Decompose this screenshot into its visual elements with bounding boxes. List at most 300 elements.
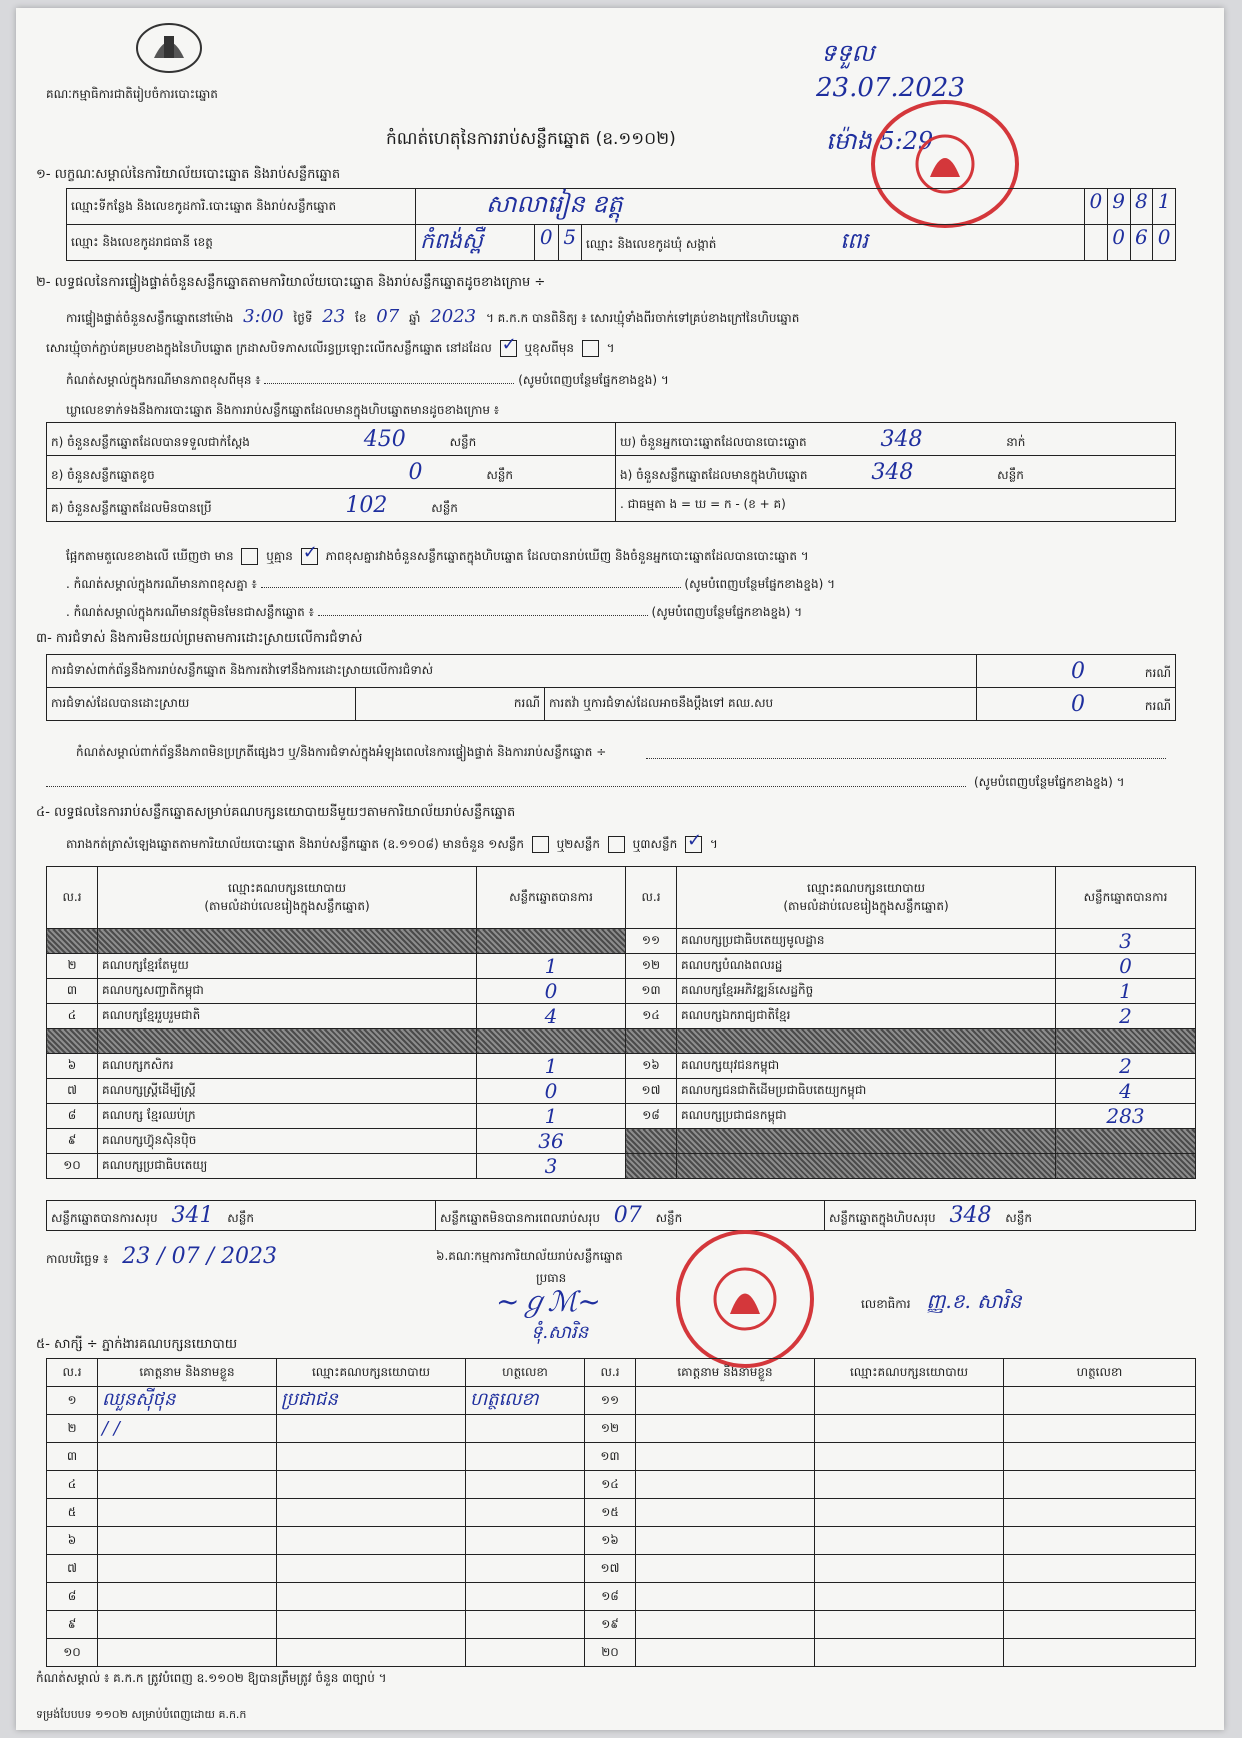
check-icon: ✓: [302, 542, 318, 563]
received-date: 23.07.2023: [816, 73, 965, 103]
party-votes: [477, 1029, 626, 1054]
witness-party: [277, 1471, 466, 1499]
witness-body: [47, 1387, 1196, 1667]
party-number: [626, 1154, 677, 1179]
chair-name: ទុំ.សារិន: [531, 1322, 589, 1343]
party-name: គណបក្សខ្មែរតែមួយ: [98, 954, 477, 979]
count-unit: សន្លឹក: [997, 467, 1024, 482]
party-number: ៨: [47, 1104, 98, 1129]
two-sheets-checkbox[interactable]: [608, 836, 625, 853]
spoiled-ballots-row: [47, 456, 616, 489]
witness-signature: ហត្ថលេខា: [466, 1387, 585, 1415]
total-valid-unit: សន្លឹក: [227, 1211, 254, 1225]
witness-table: [46, 1358, 1196, 1667]
location-code-digit: 0: [1085, 189, 1108, 224]
party-results-table: [46, 866, 1196, 1179]
difference-note-label: កំណត់សម្គាល់ក្នុងករណីមានភាពខុសពីមុន ៖: [66, 373, 261, 387]
party-number: ១៤: [626, 1004, 677, 1029]
voters-value: 348: [880, 426, 923, 452]
witness-row: [47, 1611, 1196, 1639]
chair-signature: ~ℊℳ~: [496, 1285, 601, 1318]
party-name: គណបក្សកសិករ: [98, 1054, 477, 1079]
totals-table: [46, 1200, 1196, 1231]
witness-signature: [466, 1415, 585, 1443]
party-name: [677, 1154, 1056, 1179]
date-line: [46, 1244, 277, 1269]
party-name: គណបក្សស្ត្រីដើម្បីស្ត្រី: [98, 1079, 477, 1104]
witness-name: [98, 1639, 277, 1667]
witness-signature: [1004, 1639, 1196, 1667]
witness-number: ១៨: [585, 1583, 636, 1611]
witness-number: ១៧: [585, 1555, 636, 1583]
verify-month: 07: [376, 306, 400, 327]
col-party-title: ឈ្មោះគណបក្សនយោបាយ: [806, 880, 926, 895]
witness-party: [815, 1555, 1004, 1583]
two-sheets-label: ឬ២សន្លឹក: [556, 837, 601, 851]
province-value: កំពង់ស្ពឺ: [416, 225, 535, 261]
party-number: ៤: [47, 1004, 98, 1029]
witness-signature: [466, 1639, 585, 1667]
witness-signature: [1004, 1415, 1196, 1443]
witness-party: [815, 1387, 1004, 1415]
witness-row: [47, 1583, 1196, 1611]
witness-col-no: ល.រ: [47, 1359, 98, 1387]
party-votes: 2: [1056, 1054, 1196, 1079]
party-name: គណបក្សប្រជាជនកម្ពុជា: [677, 1104, 1056, 1129]
non-ballot-note: [66, 604, 802, 622]
witness-row: [47, 1555, 1196, 1583]
commune-label: ឈ្មោះ និងលេខកូដឃុំ សង្កាត់: [586, 236, 717, 251]
irregularity-note: កំណត់សម្គាល់ពាក់ព័ន្ធនឹងភាពមិនប្រក្រតីផ្សេងៗ ឬ/និងការជំទាស់ក្នុងអំឡុងពេលនៃការផ្ទៀងផ្ទាត់ និងការរាប់សន្លឹកឆ្នោត ÷: [76, 745, 607, 759]
year-label: ឆ្នាំ: [409, 311, 421, 325]
witness-party: [277, 1415, 466, 1443]
witness-party: [277, 1611, 466, 1639]
difference-note: [66, 372, 669, 390]
verify-day: 23: [322, 306, 346, 327]
total-invalid-label: សន្លឹកឆ្នោតមិនបានការពេលរាប់សរុប: [440, 1211, 600, 1225]
party-row: [47, 1104, 1196, 1129]
party-votes: 2: [1056, 1004, 1196, 1029]
irregularity-note-line2: [46, 786, 966, 787]
party-row: [47, 1129, 1196, 1154]
witness-number: ១៤: [585, 1471, 636, 1499]
witness-signature: [466, 1611, 585, 1639]
party-number: ៧: [47, 1079, 98, 1104]
check-icon: ✓: [687, 830, 703, 851]
objections-unit: ករណី: [1144, 665, 1171, 680]
witness-party: [815, 1443, 1004, 1471]
received-ballots-row: [47, 423, 616, 456]
appeal-value: 0: [1071, 691, 1085, 717]
witness-col-no: ល.រ: [585, 1359, 636, 1387]
witness-party: [277, 1499, 466, 1527]
witness-number: ១២: [585, 1415, 636, 1443]
secretary-name: ញ្ញ.ខ. សារិន: [926, 1289, 1022, 1313]
secretary-line: [861, 1288, 1022, 1318]
witness-party: [277, 1639, 466, 1667]
witness-name: [636, 1583, 815, 1611]
party-votes: 4: [1056, 1079, 1196, 1104]
commune-value: ពេរ: [840, 228, 869, 254]
location-code: [1085, 189, 1176, 225]
resolved-label: ការជំទាស់ដែលបានដោះស្រាយ: [47, 688, 356, 721]
commune-cell: [582, 225, 1085, 261]
witness-signature: [1004, 1471, 1196, 1499]
witness-name: [636, 1527, 815, 1555]
non-ballot-note-hint: (សូមបំពេញបន្ថែមផ្នែកខាងខ្នង) ។: [651, 605, 803, 619]
party-row: [47, 1004, 1196, 1029]
party-votes: [1056, 1129, 1196, 1154]
witness-name: / /: [98, 1415, 277, 1443]
verify-text: ។ គ.ក.ក បានពិនិត្យ ៖ សោរឃ្មុំទាំងពីរចាក់ទៅគ្រប់ខាងក្រៅនៃហិបឆ្នោត: [485, 311, 800, 325]
witness-number: ៧: [47, 1555, 98, 1583]
tally-sheets-line: តារាងកត់ត្រាសំឡេងឆ្នោតតាមការិយាល័យបោះឆ្នោត និងរាប់សន្លឹកឆ្នោត (ឧ.១១០៨) មានចំនួន ១សន្លឹក ឬ២សន្លឹក ឬ៣សន្លឹក ✓ ។: [66, 830, 718, 851]
col-no-header: ល.រ: [626, 867, 677, 929]
changed-checkbox[interactable]: [582, 340, 599, 357]
party-number: ១៣: [626, 979, 677, 1004]
party-votes: [477, 929, 626, 954]
witness-row: [47, 1471, 1196, 1499]
party-votes: 0: [1056, 954, 1196, 979]
received-time: ម៉ោង 5:29: [826, 127, 934, 155]
objections-table: [46, 654, 1176, 721]
total-box-value: 348: [949, 1203, 992, 1228]
party-votes: 36: [477, 1129, 626, 1154]
witness-party: [815, 1415, 1004, 1443]
total-invalid-cell: [436, 1201, 825, 1231]
party-name: [98, 1029, 477, 1054]
no-difference-checkbox[interactable]: [301, 542, 318, 565]
witness-signature: [1004, 1555, 1196, 1583]
witness-signature: [1004, 1583, 1196, 1611]
party-number: [47, 1029, 98, 1054]
party-number: ១២: [626, 954, 677, 979]
party-row: [47, 1054, 1196, 1079]
witness-name: [636, 1499, 815, 1527]
three-sheets-label: ឬ៣សន្លឹក: [632, 837, 678, 851]
appeal-cell: [977, 688, 1176, 721]
form-sheet: [16, 8, 1224, 1730]
verification-line2: សោរឃ្មុំចាក់ភ្ជាប់គម្របខាងក្នុងនៃហិបឆ្នោត ក្រដាសបិទភាសលើរន្ធប្រឡោះលើកសន្លឹកឆ្នោត នៅដដែល ✓ ឬខុសពីមុន ។: [46, 334, 615, 355]
difference-note2: [66, 576, 835, 594]
witness-signature: [466, 1555, 585, 1583]
col-party-header: [677, 867, 1056, 929]
witness-row: [47, 1387, 1196, 1415]
witness-name: [636, 1555, 815, 1583]
form-title: កំណត់ហេតុនៃការរាប់សន្លឹកឆ្នោត (ឧ.១១០២): [386, 129, 676, 149]
witness-signature: [1004, 1611, 1196, 1639]
irregularity-hint: (សូមបំពេញបន្ថែមផ្នែកខាងខ្នង) ។: [974, 775, 1125, 789]
non-ballot-note-label: . កំណត់សម្គាល់ក្នុងករណីមានវត្ថុមិនមែនជាសន្លឹកឆ្នោត ៖: [66, 605, 314, 619]
witness-party: [277, 1527, 466, 1555]
witness-col-name: គោត្តនាម និងនាមខ្លួន: [98, 1359, 277, 1387]
verification-line1: [66, 306, 1186, 328]
party-name: [98, 929, 477, 954]
witness-number: ២: [47, 1415, 98, 1443]
witness-party: [815, 1499, 1004, 1527]
witness-number: ១១: [585, 1387, 636, 1415]
party-votes: 1: [477, 1104, 626, 1129]
secretary-label: លេខាធិការ: [861, 1297, 911, 1311]
party-number: ២: [47, 954, 98, 979]
appeal-label: ការតវ៉ា ឬការជំទាស់ដែលអាចនឹងប្តឹងទៅ គឈ.សប: [545, 688, 977, 721]
witness-party: [815, 1471, 1004, 1499]
counts-table: [46, 422, 1176, 522]
witness-row: [47, 1443, 1196, 1471]
date-label: កាលបរិច្ឆេទ ៖: [46, 1252, 109, 1266]
party-row: [47, 1029, 1196, 1054]
witness-signature: [466, 1583, 585, 1611]
section4-heading: ៤- លទ្ធផលនៃការរាប់សន្លឹកឆ្នោតសម្រាប់គណបក្សនយោបាយនីមួយៗតាមការិយាល័យរាប់សន្លឹកឆ្នោត: [36, 805, 516, 820]
count-label: ង) ចំនួនសន្លឹកឆ្នោតដែលមានក្នុងហិបឆ្នោត: [620, 467, 808, 482]
witness-col-party: ឈ្មោះគណបក្សនយោបាយ: [815, 1359, 1004, 1387]
received-label: ទទួល: [821, 39, 875, 67]
witness-number: ១០: [47, 1639, 98, 1667]
party-number: ១៦: [626, 1054, 677, 1079]
witness-party: [277, 1555, 466, 1583]
witness-signature: [466, 1527, 585, 1555]
witness-row: [47, 1639, 1196, 1667]
party-votes: [1056, 1154, 1196, 1179]
objections-value: 0: [1071, 658, 1085, 684]
seal-intact-text: សោរឃ្មុំចាក់ភ្ជាប់គម្របខាងក្នុងនៃហិបឆ្នោត ក្រដាសបិទភាសលើរន្ធប្រឡោះលើកសន្លឹកឆ្នោត នៅដដែល: [46, 341, 492, 355]
col-votes-header: សន្លឹកឆ្នោតបានការ: [477, 867, 626, 929]
party-name: [677, 1029, 1056, 1054]
official-stamp-bottom: [676, 1230, 814, 1368]
witness-number: ៨: [47, 1583, 98, 1611]
difference-note2-hint: (សូមបំពេញបន្ថែមផ្នែកខាងខ្នង) ។: [684, 577, 835, 591]
witness-signature: [466, 1443, 585, 1471]
witness-signature: [466, 1471, 585, 1499]
party-name: គណបក្សហ៊្វុនស៊ិនប៉ិច: [98, 1129, 477, 1154]
witness-party: [277, 1583, 466, 1611]
party-name: គណបក្សខ្មែរអភិវឌ្ឍន៍សេដ្ឋកិច្ច: [677, 979, 1056, 1004]
province-code-digit: 5: [563, 225, 577, 249]
party-votes: [1056, 1029, 1196, 1054]
party-row: [47, 1079, 1196, 1104]
party-name: គណបក្ស ខ្មែរឈប់ក្រ: [98, 1104, 477, 1129]
ballots-in-box-row: [616, 456, 1176, 489]
party-number: ១១: [626, 929, 677, 954]
party-votes: 3: [477, 1154, 626, 1179]
witness-name: [98, 1527, 277, 1555]
unused-ballots-value: 102: [345, 492, 388, 518]
formula-row: . ជាធម្មតា ង = ឃ = ក - (ខ + គ): [616, 489, 1176, 522]
footer-note: កំណត់សម្គាល់ ៖ គ.ក.ក ត្រូវបំពេញ ឧ.១១០២ ឱ្យបានត្រឹមត្រូវ ចំនួន ៣ច្បាប់ ។: [36, 1671, 387, 1685]
col-no-header: ល.រ: [47, 867, 98, 929]
party-number: [47, 929, 98, 954]
commune-code-digit: 6: [1131, 225, 1154, 260]
month-label: ខែ: [355, 311, 367, 325]
party-number: ៣: [47, 979, 98, 1004]
witness-number: ៩: [47, 1611, 98, 1639]
party-name: គណបក្សប្រជាធិបតេយ្យមូលដ្ឋាន: [677, 929, 1056, 954]
org-name: គណៈកម្មាធិការជាតិរៀបចំការបោះឆ្នោត: [46, 87, 218, 101]
party-row: [47, 979, 1196, 1004]
witness-party: [815, 1583, 1004, 1611]
total-valid-cell: [47, 1201, 436, 1231]
witness-signature: [1004, 1387, 1196, 1415]
witness-number: ១៥: [585, 1499, 636, 1527]
party-votes: 3: [1056, 929, 1196, 954]
witness-row: [47, 1499, 1196, 1527]
day-label: ថ្ងៃទី: [293, 311, 313, 325]
total-box-cell: [825, 1201, 1196, 1231]
witness-number: ៦: [47, 1527, 98, 1555]
has-difference-checkbox[interactable]: [241, 548, 258, 565]
difference-note-hint: (សូមបំពេញបន្ថែមផ្នែកខាងខ្នង) ។: [518, 373, 669, 387]
witness-number: ៣: [47, 1443, 98, 1471]
party-name: គណបក្សខ្មែររួបរួមជាតិ: [98, 1004, 477, 1029]
section1-table: [66, 188, 1176, 261]
count-label: ឃ) ចំនួនអ្នកបោះឆ្នោតដែលបានបោះឆ្នោត: [620, 434, 807, 449]
voters-row: [616, 423, 1176, 456]
verify-time: 3:00: [243, 306, 284, 327]
party-row: [47, 929, 1196, 954]
province-code-digit: 0: [535, 225, 559, 260]
party-results-body: [47, 929, 1196, 1179]
witness-name: [636, 1415, 815, 1443]
no-difference-label: ឬគ្មាន: [266, 549, 293, 563]
witness-name: [98, 1611, 277, 1639]
ballots-in-box-value: 348: [871, 459, 914, 485]
witness-name: [98, 1555, 277, 1583]
witness-number: ១៣: [585, 1443, 636, 1471]
location-label: ឈ្មោះទីកន្លែង និងលេខកូដការិ.បោះឆ្នោត និងរាប់សន្លឹកឆ្នោត: [67, 189, 416, 225]
date-value: 23 / 07 / 2023: [122, 1244, 278, 1269]
difference-text: ភាពខុសគ្នារវាងចំនួនសន្លឹកឆ្នោតក្នុងហិបឆ្នោត ដែលបានរាប់ឃើញ និងចំនួនអ្នកបោះឆ្នោតដែលបានបោះឆ្នោត ។: [325, 549, 809, 563]
party-name: គណបក្សយុវជនកម្ពុជា: [677, 1054, 1056, 1079]
witness-signature: [1004, 1527, 1196, 1555]
witness-number: ៤: [47, 1471, 98, 1499]
witness-number: ១: [47, 1387, 98, 1415]
witness-row: [47, 1527, 1196, 1555]
count-unit: សន្លឹក: [449, 434, 477, 449]
party-name: គណបក្សជនជាតិដើមប្រជាធិបតេយ្យកម្ពុជា: [677, 1079, 1056, 1104]
party-number: ១៧: [626, 1079, 677, 1104]
party-number: [626, 1129, 677, 1154]
witness-signature: [466, 1499, 585, 1527]
count-label: ក) ចំនួនសន្លឹកឆ្នោតដែលបានទទួលជាក់ស្តែង: [51, 434, 250, 449]
party-number: ១០: [47, 1154, 98, 1179]
province-label: ឈ្មោះ និងលេខកូដរាជធានី ខេត្ត: [67, 225, 416, 261]
witness-party: [815, 1611, 1004, 1639]
witness-name: [98, 1583, 277, 1611]
total-valid-label: សន្លឹកឆ្នោតបានការសរុប: [51, 1211, 158, 1225]
location-code-digit: 9: [1108, 189, 1131, 224]
party-number: ៩: [47, 1129, 98, 1154]
province-code: [535, 225, 582, 261]
witness-number: ១៦: [585, 1527, 636, 1555]
party-number: [626, 1029, 677, 1054]
location-code-digit: 8: [1131, 189, 1154, 224]
section5-heading: ៥- សាក្សី ÷ ភ្នាក់ងារគណបក្សនយោបាយ: [36, 1337, 238, 1352]
party-row: [47, 954, 1196, 979]
committee-label: ៦.គណៈកម្មការការិយាល័យរាប់សន្លឹកឆ្នោត: [436, 1249, 623, 1263]
party-name: គណបក្សបំណងពលរដ្ឋ: [677, 954, 1056, 979]
total-invalid-unit: សន្លឹក: [655, 1211, 683, 1225]
stamp-emblem-icon: [705, 1259, 785, 1339]
chair-label: ប្រធាន: [536, 1271, 567, 1285]
witness-signature: [1004, 1499, 1196, 1527]
location-value: សាលារៀន ឧត្តុ: [416, 189, 1085, 225]
difference-label: ផ្អែកតាមតួលេខខាងលើ ឃើញថា មាន: [66, 549, 234, 563]
party-votes: 1: [477, 954, 626, 979]
witness-number: ១៩: [585, 1611, 636, 1639]
section2-heading: ២- លទ្ធផលនៃការផ្ទៀងផ្ទាត់ចំនួនសន្លឹកឆ្នោតតាមការិយាល័យបោះឆ្នោត និងរាប់សន្លឹកឆ្នោតដូចខាងក្រោម ÷: [36, 275, 546, 290]
check-icon: ✓: [501, 334, 517, 355]
party-name: [677, 1129, 1056, 1154]
count-unit: នាក់: [1006, 434, 1026, 449]
col-party-header: [98, 867, 477, 929]
witness-name: [636, 1443, 815, 1471]
witness-party: [815, 1639, 1004, 1667]
party-votes: 0: [477, 979, 626, 1004]
party-number: ៦: [47, 1054, 98, 1079]
form-note: ទម្រង់បែបបទ ១១០២ សម្រាប់បំពេញដោយ គ.ក.ក: [36, 1708, 247, 1721]
witness-col-name: គោត្តនាម និងនាមខ្លួន: [636, 1359, 815, 1387]
difference-note2-label: . កំណត់សម្គាល់ក្នុងករណីមានភាពខុសគ្នា ៖: [66, 577, 257, 591]
party-votes: 1: [477, 1054, 626, 1079]
commune-code-digit: 0: [1108, 225, 1131, 260]
witness-col-sign: ហត្ថលេខា: [466, 1359, 585, 1387]
location-code-digit: 1: [1157, 189, 1171, 213]
party-votes: 0: [477, 1079, 626, 1104]
one-sheet-checkbox[interactable]: [532, 836, 549, 853]
counts-intro: ឃ្លាលេខទាក់ទងនឹងការបោះឆ្នោត និងការរាប់សន្លឹកឆ្នោតដែលមានក្នុងហិបឆ្នោតមានដូចខាងក្រោម ៖: [66, 403, 500, 417]
spoiled-ballots-value: 0: [408, 459, 423, 485]
party-votes: 4: [477, 1004, 626, 1029]
irregularity-note-line: [646, 758, 1166, 759]
section3-heading: ៣- ការជំទាស់ និងការមិនយល់ព្រមតាមការដោះស្រាយលើការជំទាស់: [36, 631, 363, 646]
count-unit: សន្លឹក: [431, 500, 458, 515]
resolved-unit: ករណី: [356, 688, 545, 721]
witness-name: [636, 1471, 815, 1499]
emblem-icon: [134, 18, 204, 76]
three-sheets-checkbox[interactable]: [685, 830, 703, 853]
witness-name: [98, 1499, 277, 1527]
witness-name: [98, 1443, 277, 1471]
party-row: [47, 1154, 1196, 1179]
col-votes-header: សន្លឹកឆ្នោតបានការ: [1056, 867, 1196, 929]
received-ballots-value: 450: [363, 426, 406, 452]
party-name: គណបក្សសញ្ជាតិកម្ពុជា: [98, 979, 477, 1004]
witness-number: ២០: [585, 1639, 636, 1667]
witness-party: [277, 1443, 466, 1471]
changed-label: ឬខុសពីមុន: [524, 341, 574, 355]
unused-ballots-row: [47, 489, 616, 522]
commune-code-digit: 0: [1157, 225, 1171, 249]
witness-name: [636, 1387, 815, 1415]
party-votes: 1: [1056, 979, 1196, 1004]
party-number: ១៨: [626, 1104, 677, 1129]
objections-cell: [977, 655, 1176, 688]
witness-name: [636, 1639, 815, 1667]
objections-label: ការជំទាស់ពាក់ព័ន្ធនឹងការរាប់សន្លឹកឆ្នោត និងការតវ៉ាទៅនឹងការដោះស្រាយលើការជំទាស់: [47, 655, 977, 688]
col-party-subtitle: (តាមលំដាប់លេខរៀងក្នុងសន្លឹកឆ្នោត): [783, 898, 949, 913]
total-box-label: សន្លឹកឆ្នោតក្នុងហិបសរុប: [829, 1211, 936, 1225]
witness-col-party: ឈ្មោះគណបក្សនយោបាយ: [277, 1359, 466, 1387]
unchanged-checkbox[interactable]: [500, 334, 517, 357]
verify-year: 2023: [430, 306, 477, 327]
commune-code: [1085, 225, 1176, 261]
tally-sheets-text: តារាងកត់ត្រាសំឡេងឆ្នោតតាមការិយាល័យបោះឆ្នោត និងរាប់សន្លឹកឆ្នោត (ឧ.១១០៨) មានចំនួន ១សន្លឹក: [66, 837, 524, 851]
witness-number: ៥: [47, 1499, 98, 1527]
total-invalid-value: 07: [613, 1203, 642, 1228]
witness-party: [815, 1527, 1004, 1555]
difference-line: [66, 542, 809, 566]
witness-party: ប្រជាជន: [277, 1387, 466, 1415]
